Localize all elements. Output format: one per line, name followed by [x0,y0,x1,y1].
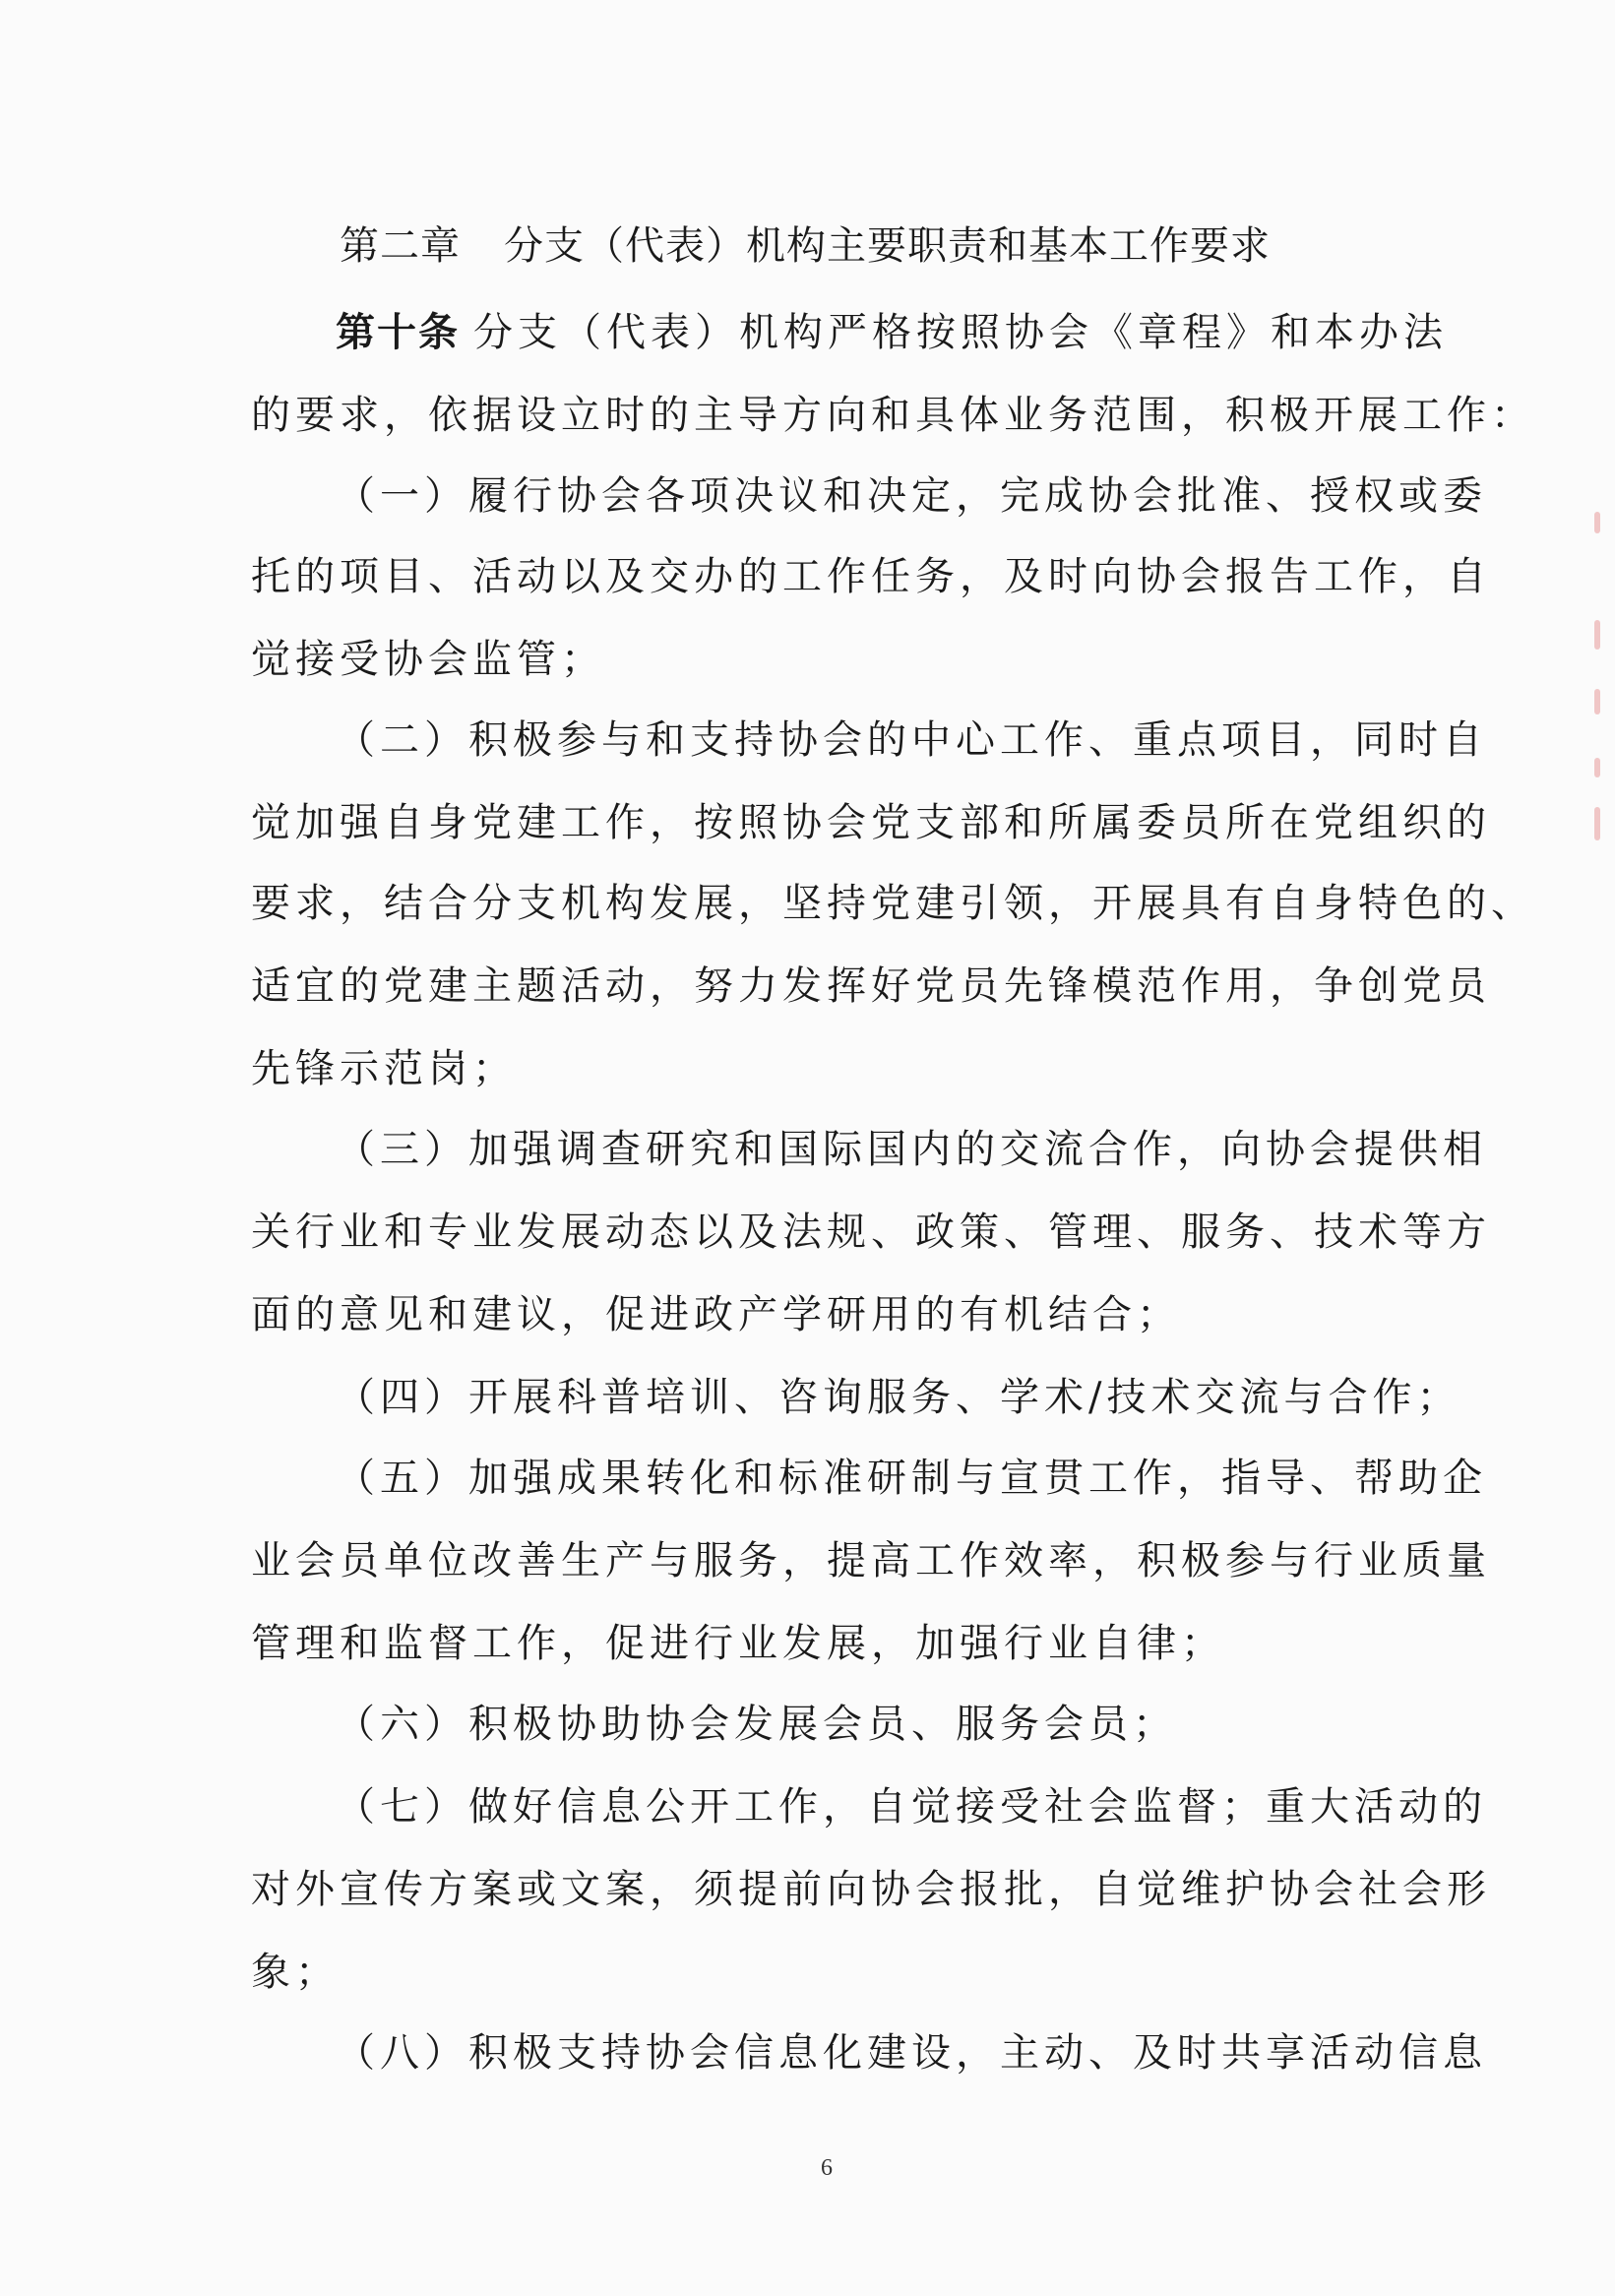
paragraph-line: 面的意见和建议，促进政产学研用的有机结合； [251,1292,1181,1337]
paragraph-line: 对外宣传方案或文案，须提前向协会报批，自觉维护协会社会形 [251,1867,1491,1912]
item-3-line: （三）加强调查研究和国际国内的交流合作，向协会提供相 [336,1127,1487,1172]
chapter-title [340,218,1324,274]
article-text: 分支（代表）机构严格按照协会《章程》和本办法 [473,310,1448,355]
paragraph-line: 先锋示范岗； [251,1046,517,1091]
item-2-line: （二）积极参与和支持协会的中心工作、重点项目，同时自 [336,717,1487,763]
item-1-line: （一）履行协会各项决议和决定，完成协会批准、授权或委 [336,473,1487,519]
paragraph-line: 管理和监督工作，促进行业发展，加强行业自律； [251,1621,1225,1666]
seal-bleed-mark [1594,807,1600,840]
item-5-line: （五）加强成果转化和标准研制与宣贯工作，指导、帮助企 [336,1456,1487,1501]
paragraph-line: 觉加强自身党建工作，按照协会党支部和所属委员所在党组织的 [251,800,1491,845]
paragraph-line: 要求，结合分支机构发展，坚持党建引领，开展具有自身特色的、 [251,881,1535,926]
article-10-first-line [336,303,1448,362]
paragraph-line: 象； [251,1950,340,1995]
page-number: 6 [821,2155,833,2181]
paragraph-line: 觉接受协会监管； [251,637,605,682]
item-8-line: （八）积极支持协会信息化建设，主动、及时共享活动信息 [336,2030,1487,2076]
paragraph-line: 关行业和专业发展动态以及法规、政策、管理、服务、技术等方 [251,1210,1491,1255]
seal-bleed-mark [1594,689,1600,714]
item-7-line: （七）做好信息公开工作，自觉接受社会监督；重大活动的 [336,1784,1487,1830]
seal-bleed-mark [1594,620,1600,650]
article-label: 第十条 [336,310,460,355]
paragraph-line: 适宜的党建主题活动，努力发挥好党员先锋模范作用，争创党员 [251,963,1491,1009]
chapter-number: 第二章 [340,223,461,269]
chapter-heading: 分支（代表）机构主要职责和基本工作要求 [504,223,1271,269]
item-4-line: （四）开展科普培训、咨询服务、学术/技术交流与合作； [336,1375,1461,1420]
seal-bleed-mark [1594,512,1600,533]
paragraph-line: 的要求，依据设立时的主导方向和具体业务范围，积极开展工作： [251,393,1535,438]
paragraph-line: 托的项目、活动以及交办的工作任务，及时向协会报告工作，自 [251,554,1491,599]
paragraph-line: 业会员单位改善生产与服务，提高工作效率，积极参与行业质量 [251,1538,1491,1583]
seal-bleed-mark [1594,758,1600,777]
item-6-line: （六）积极协助协会发展会员、服务会员； [336,1702,1177,1747]
